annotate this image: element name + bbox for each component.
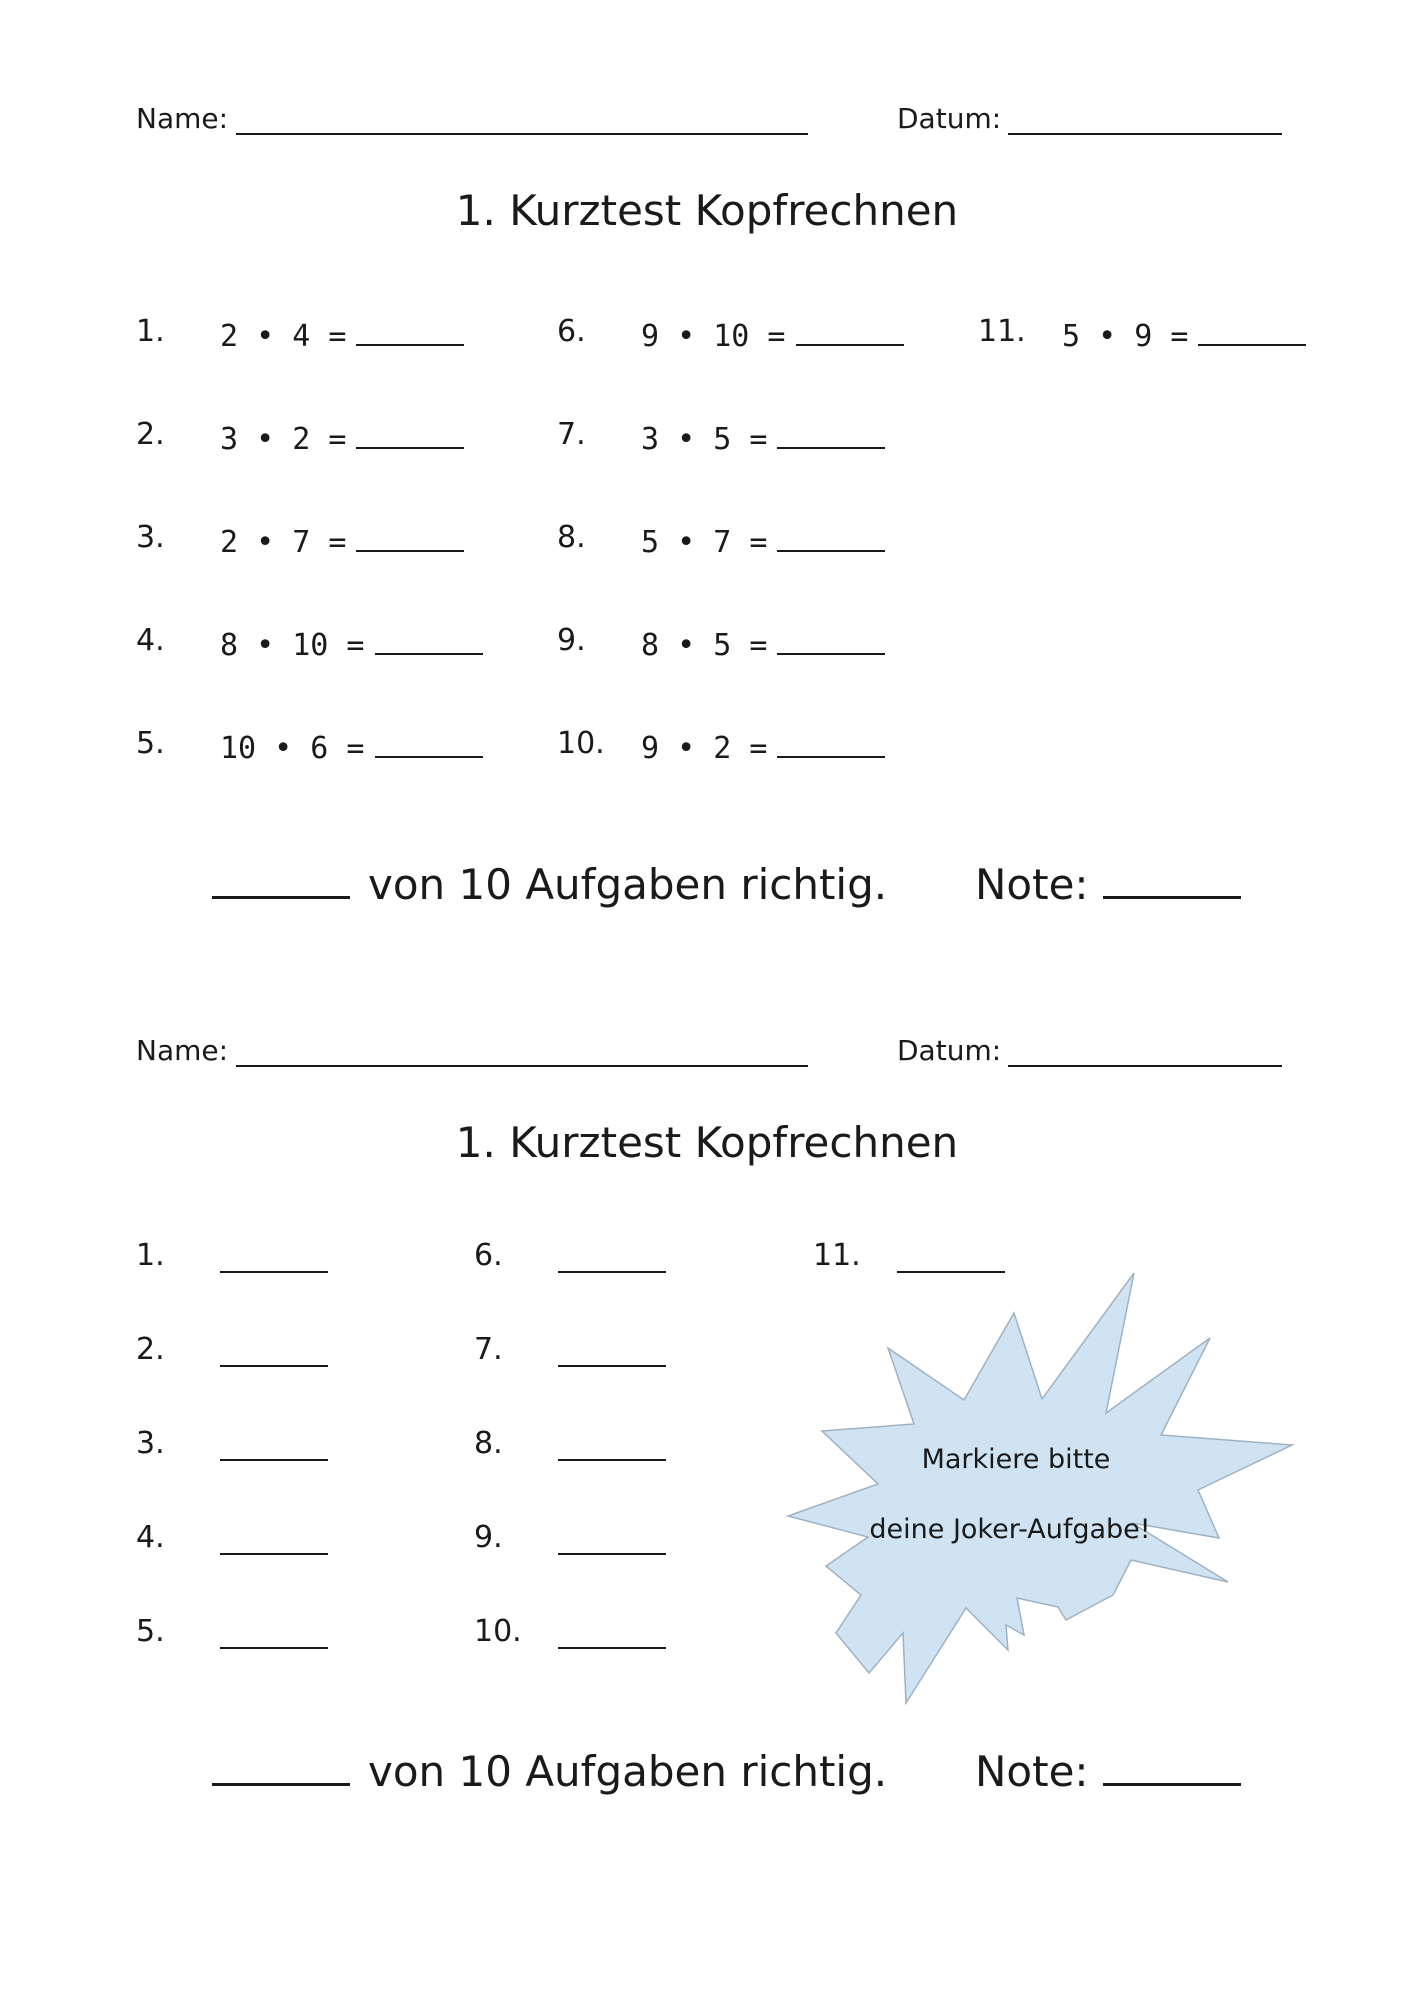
task-number: 4. (136, 623, 165, 658)
answer-blank[interactable] (558, 1553, 666, 1555)
answer-blank[interactable] (375, 623, 483, 655)
page-title: 1. Kurztest Kopfrechnen (455, 186, 959, 235)
task-number: 2. (136, 417, 165, 452)
joker-text-line2: deine Joker-Aufgabe! (869, 1514, 1151, 1545)
answer-number: 8. (474, 1426, 503, 1461)
task-expression: 5 • 9 = (1062, 319, 1189, 354)
name-label: Name: (136, 102, 229, 135)
answer-blank[interactable] (777, 417, 885, 449)
grade-label: Note: (975, 1747, 1089, 1796)
answer-number: 11. (813, 1238, 861, 1273)
joker-starburst (780, 1270, 1300, 1710)
task-number: 1. (136, 314, 165, 349)
answer-blank[interactable] (558, 1365, 666, 1367)
answer-number: 2. (136, 1332, 165, 1367)
page-title: 1. Kurztest Kopfrechnen (455, 1118, 959, 1167)
grade-blank[interactable] (1103, 1743, 1241, 1786)
task-number: 5. (136, 726, 165, 761)
date-label: Datum: (897, 102, 1002, 135)
task-number: 3. (136, 520, 165, 555)
task-item (641, 314, 904, 354)
task-item (220, 417, 464, 457)
task-number: 8. (557, 520, 586, 555)
answer-blank[interactable] (796, 314, 904, 346)
answer-blank[interactable] (558, 1271, 666, 1273)
score-blank[interactable] (212, 1743, 350, 1786)
task-item (220, 520, 464, 560)
task-number: 11. (978, 314, 1026, 349)
task-expression: 2 • 7 = (220, 525, 347, 560)
task-number: 10. (557, 726, 605, 761)
answer-number: 10. (474, 1614, 522, 1649)
task-expression: 3 • 5 = (641, 422, 768, 457)
task-item (641, 623, 885, 663)
joker-text-line1: Markiere bitte (921, 1444, 1111, 1475)
task-item (641, 417, 885, 457)
answer-number: 1. (136, 1238, 165, 1273)
answer-blank[interactable] (777, 520, 885, 552)
grade-line (975, 1743, 1241, 1796)
answer-blank[interactable] (220, 1553, 328, 1555)
answer-blank[interactable] (220, 1647, 328, 1649)
task-item (641, 520, 885, 560)
answer-number: 3. (136, 1426, 165, 1461)
answer-blank[interactable] (356, 314, 464, 346)
answer-blank[interactable] (1198, 314, 1306, 346)
task-expression: 2 • 4 = (220, 319, 347, 354)
date-line[interactable] (1008, 1065, 1282, 1067)
name-label: Name: (136, 1034, 229, 1067)
task-item (641, 726, 885, 766)
task-item (220, 623, 483, 663)
date-label: Datum: (897, 1034, 1002, 1067)
task-expression: 8 • 5 = (641, 628, 768, 663)
answer-blank[interactable] (777, 726, 885, 758)
task-number: 7. (557, 417, 586, 452)
task-number: 6. (557, 314, 586, 349)
grade-blank[interactable] (1103, 856, 1241, 899)
score-line (212, 1743, 887, 1796)
task-number: 9. (557, 623, 586, 658)
answer-blank[interactable] (356, 520, 464, 552)
score-blank[interactable] (212, 856, 350, 899)
task-expression: 10 • 6 = (220, 731, 365, 766)
grade-line (975, 856, 1241, 909)
answer-number: 7. (474, 1332, 503, 1367)
answer-blank[interactable] (777, 623, 885, 655)
answer-blank[interactable] (356, 417, 464, 449)
task-expression: 5 • 7 = (641, 525, 768, 560)
answer-blank[interactable] (220, 1271, 328, 1273)
date-line[interactable] (1008, 133, 1282, 135)
answer-blank[interactable] (558, 1647, 666, 1649)
answer-number: 9. (474, 1520, 503, 1555)
task-expression: 9 • 2 = (641, 731, 768, 766)
task-expression: 9 • 10 = (641, 319, 786, 354)
name-line[interactable] (236, 133, 808, 135)
task-expression: 8 • 10 = (220, 628, 365, 663)
task-expression: 3 • 2 = (220, 422, 347, 457)
answer-blank[interactable] (558, 1459, 666, 1461)
answer-blank[interactable] (220, 1459, 328, 1461)
task-item (220, 726, 483, 766)
task-item (1062, 314, 1306, 354)
starburst-shape (788, 1273, 1292, 1703)
answer-number: 6. (474, 1238, 503, 1273)
grade-label: Note: (975, 860, 1089, 909)
answer-blank[interactable] (375, 726, 483, 758)
answer-number: 4. (136, 1520, 165, 1555)
score-text: von 10 Aufgaben richtig. (368, 1747, 888, 1796)
name-line[interactable] (236, 1065, 808, 1067)
answer-blank[interactable] (220, 1365, 328, 1367)
task-item (220, 314, 464, 354)
answer-number: 5. (136, 1614, 165, 1649)
score-text: von 10 Aufgaben richtig. (368, 860, 888, 909)
score-line (212, 856, 887, 909)
